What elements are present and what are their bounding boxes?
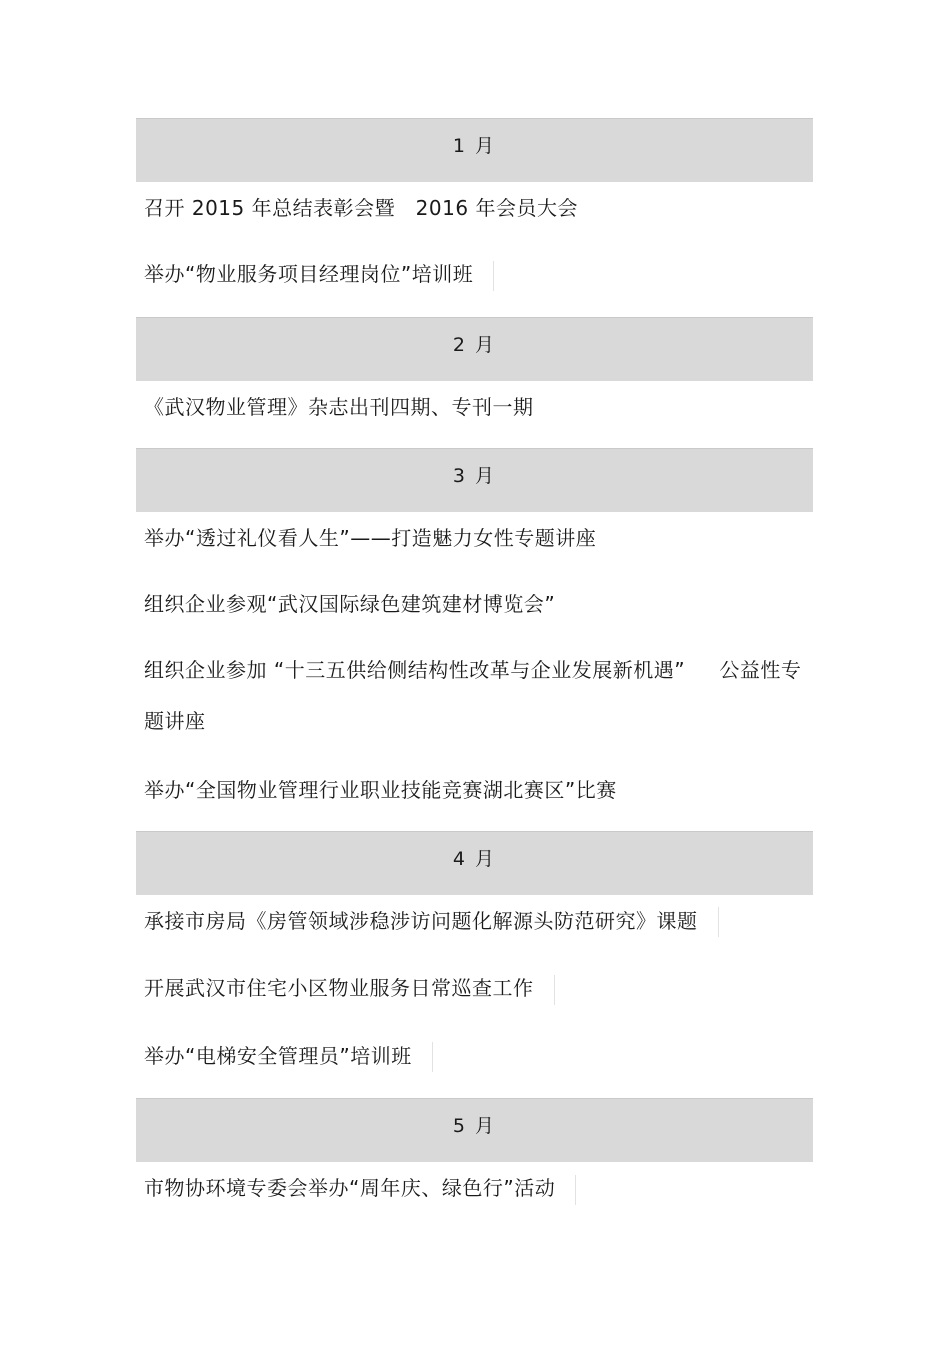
month-section <box>136 317 813 448</box>
list-item <box>136 1031 813 1099</box>
item-text: 举办“全国物业管理行业职业技能竞赛湖北赛区”比赛 <box>144 777 617 802</box>
text-cursor-marker <box>554 975 555 1005</box>
text-cursor-marker <box>575 1175 576 1205</box>
list-item <box>136 182 813 249</box>
text-cursor-marker <box>493 261 494 291</box>
month-header: 3 月 <box>136 448 813 512</box>
document-body <box>136 118 813 1231</box>
item-text: 《武汉物业管理》杂志出刊四期、专刊一期 <box>144 394 534 419</box>
item-list <box>136 512 813 831</box>
list-item <box>136 512 813 579</box>
item-list <box>136 381 813 448</box>
list-item <box>136 579 813 645</box>
item-text: 市物协环境专委会举办“周年庆、绿色行”活动 <box>144 1176 556 1200</box>
month-header: 5 月 <box>136 1098 813 1162</box>
list-item <box>136 645 813 765</box>
item-text: 开展武汉市住宅小区物业服务日常巡查工作 <box>144 976 534 1000</box>
month-header: 1 月 <box>136 118 813 182</box>
item-list <box>136 182 813 317</box>
month-section <box>136 118 813 317</box>
item-list <box>136 895 813 1099</box>
month-section <box>136 448 813 831</box>
list-item <box>136 963 813 1031</box>
item-text: 举办“透过礼仪看人生”——打造魅力女性专题讲座 <box>144 525 597 550</box>
list-item <box>136 249 813 317</box>
list-item <box>136 765 813 831</box>
item-text: 组织企业参观“武汉国际绿色建筑建材博览会” <box>144 591 556 616</box>
item-text: 召开 2015 年总结表彰会暨 2016 年会员大会 <box>144 196 578 220</box>
text-cursor-marker <box>718 907 719 937</box>
item-text: 承接市房局《房管领域涉稳涉访问题化解源头防范研究》课题 <box>144 908 698 933</box>
item-text: 举办“电梯安全管理员”培训班 <box>144 1043 412 1068</box>
item-text: 组织企业参加 “十三五供给侧结构性改革与企业发展新机遇” 公益性专题讲座 <box>144 657 802 733</box>
month-section <box>136 1098 813 1231</box>
list-item <box>136 1162 813 1231</box>
month-header: 4 月 <box>136 831 813 895</box>
month-header: 2 月 <box>136 317 813 381</box>
list-item <box>136 381 813 448</box>
text-cursor-marker <box>432 1042 433 1072</box>
item-list <box>136 1162 813 1231</box>
list-item <box>136 895 813 964</box>
month-section <box>136 831 813 1099</box>
item-text: 举办“物业服务项目经理岗位”培训班 <box>144 262 474 286</box>
